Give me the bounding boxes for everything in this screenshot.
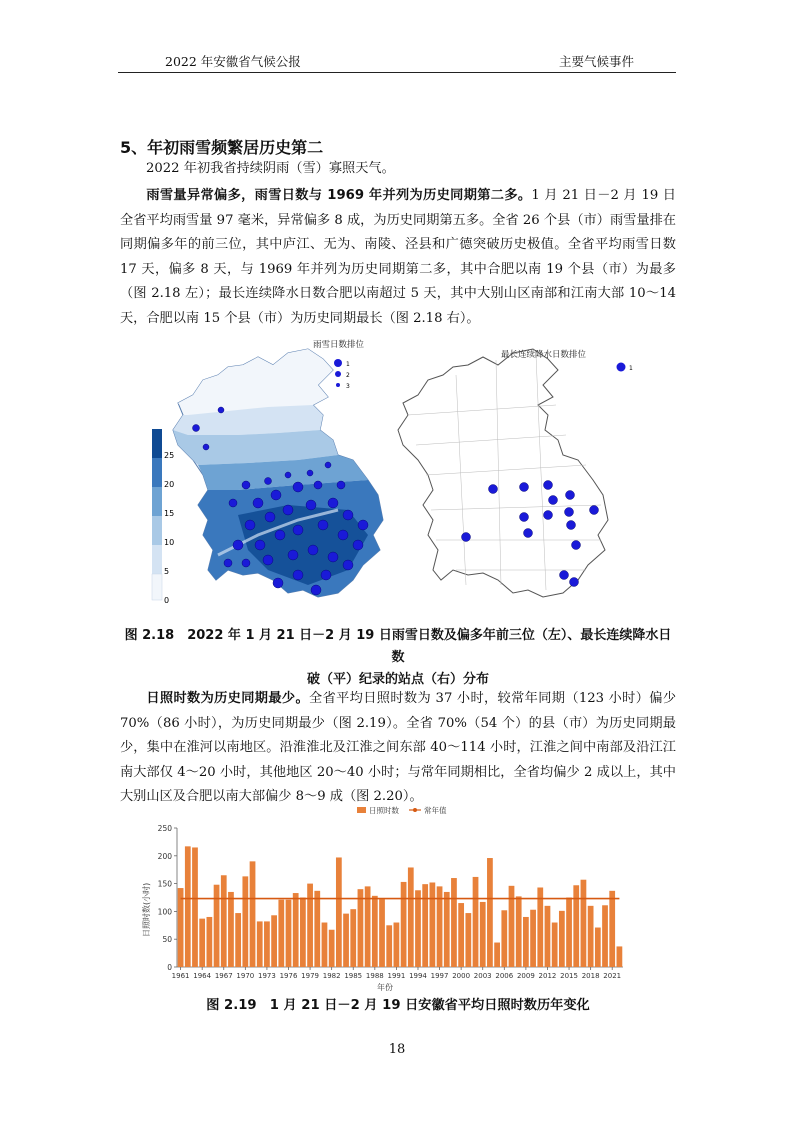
colorbar-tick-5: 5 bbox=[164, 567, 170, 576]
bar-1971 bbox=[250, 861, 256, 967]
bar-1989 bbox=[379, 899, 385, 967]
figure-2-18-caption bbox=[120, 625, 676, 691]
bar-1978 bbox=[300, 898, 306, 968]
bar-2004 bbox=[487, 858, 493, 967]
left-legend-3: 3 bbox=[346, 383, 350, 390]
bar-1962 bbox=[185, 846, 191, 967]
bar-2019 bbox=[595, 928, 601, 967]
x-tick-label: 2012 bbox=[538, 972, 557, 980]
x-tick-label: 1967 bbox=[214, 972, 233, 980]
bar-1991 bbox=[394, 923, 400, 967]
figure-2-18-caption-line2: 破（平）纪录的站点（右）分布 bbox=[306, 672, 489, 687]
legend-bar-swatch bbox=[357, 807, 366, 813]
paragraph-precip bbox=[120, 184, 676, 331]
x-tick-label: 2021 bbox=[603, 972, 622, 980]
x-tick-label: 1997 bbox=[430, 972, 449, 980]
bar-2010 bbox=[530, 910, 536, 967]
bar-2002 bbox=[473, 877, 479, 967]
bar-1965 bbox=[206, 917, 212, 967]
x-tick-label: 1964 bbox=[193, 972, 212, 980]
x-tick-label: 2018 bbox=[581, 972, 600, 980]
x-tick-label: 1961 bbox=[171, 972, 190, 980]
x-tick-label: 2000 bbox=[452, 972, 471, 980]
y-tick-label: 0 bbox=[167, 963, 172, 972]
bar-1980 bbox=[314, 891, 320, 967]
bar-1992 bbox=[401, 882, 407, 967]
intro-text: 2022 年初我省持续阴雨（雪）寡照天气。 bbox=[146, 161, 395, 176]
x-tick-label: 1970 bbox=[236, 972, 255, 980]
bar-2003 bbox=[480, 902, 486, 967]
legend-bar-label: 日照时数 bbox=[369, 806, 399, 815]
legend-line-label: 常年值 bbox=[424, 806, 447, 815]
left-legend-2: 2 bbox=[346, 372, 350, 379]
figure-2-19-chart bbox=[135, 802, 635, 992]
chart-legend bbox=[357, 805, 447, 815]
bar-2000 bbox=[458, 903, 464, 967]
bar-1974 bbox=[271, 915, 277, 967]
x-tick-label: 1979 bbox=[301, 972, 319, 980]
bar-1964 bbox=[199, 919, 205, 967]
colorbar-tick-20: 20 bbox=[164, 480, 175, 489]
bar-1970 bbox=[242, 876, 248, 967]
bar-2022 bbox=[617, 946, 623, 967]
bar-1961 bbox=[178, 888, 184, 967]
colorbar-tick-25: 25 bbox=[164, 451, 175, 460]
right-map-title: 最长连续降水日数排位 bbox=[501, 350, 587, 360]
page-number: 18 bbox=[388, 1042, 406, 1057]
y-tick-label: 100 bbox=[157, 907, 172, 917]
bar-1994 bbox=[415, 890, 421, 967]
x-tick-label: 1973 bbox=[258, 972, 276, 980]
bar-1988 bbox=[372, 896, 378, 967]
y-tick-label: 50 bbox=[162, 935, 172, 945]
bar-2001 bbox=[465, 913, 471, 967]
paragraph-intro bbox=[120, 157, 676, 182]
right-legend-1: 1 bbox=[629, 365, 633, 372]
y-tick-label: 150 bbox=[157, 879, 172, 889]
bar-1998 bbox=[444, 892, 450, 967]
figure-2-18-caption-line1: 图 2.18 2022 年 1 月 21 日－2 月 19 日雨雪日数及偏多年前三位（左）、最长连续降水日数 bbox=[124, 628, 672, 665]
bar-2021 bbox=[609, 891, 615, 967]
section-title: 5、年初雨雪频繁居历史第二 bbox=[120, 138, 324, 157]
bar-1996 bbox=[429, 882, 435, 967]
x-tick-label: 2015 bbox=[560, 972, 578, 980]
bar-2020 bbox=[602, 905, 608, 967]
figure-2-18 bbox=[148, 335, 658, 607]
bar-2018 bbox=[588, 906, 594, 967]
y-axis-label: 日照时数(小时) bbox=[142, 882, 151, 937]
bar-1963 bbox=[192, 847, 198, 967]
x-tick-label: 1988 bbox=[365, 972, 384, 980]
bar-1995 bbox=[422, 884, 428, 967]
bar-1986 bbox=[358, 889, 364, 967]
x-tick-label: 1994 bbox=[409, 972, 427, 980]
plot-area bbox=[158, 824, 623, 980]
bar-2015 bbox=[566, 898, 572, 968]
bar-1983 bbox=[336, 857, 342, 967]
left-legend-1: 1 bbox=[346, 361, 350, 368]
bar-1976 bbox=[286, 900, 292, 967]
y-tick-label: 200 bbox=[157, 851, 172, 861]
x-tick-label: 2009 bbox=[516, 972, 535, 980]
right-map bbox=[398, 349, 633, 597]
bar-1993 bbox=[408, 867, 414, 967]
x-axis-label: 年份 bbox=[377, 983, 393, 992]
paragraph-sunshine bbox=[120, 687, 676, 810]
x-tick-label: 1976 bbox=[279, 972, 298, 980]
colorbar-tick-0: 0 bbox=[164, 596, 170, 605]
bar-2012 bbox=[545, 906, 551, 967]
x-tick-label: 1982 bbox=[322, 972, 341, 980]
bar-2014 bbox=[559, 911, 565, 967]
x-tick-label: 2003 bbox=[473, 972, 492, 980]
bar-1969 bbox=[235, 913, 241, 967]
bar-1972 bbox=[257, 921, 263, 967]
colorbar-tick-15: 15 bbox=[164, 509, 175, 518]
bar-2017 bbox=[581, 880, 587, 967]
bar-1973 bbox=[264, 921, 270, 967]
bar-1968 bbox=[228, 892, 234, 967]
bar-1967 bbox=[221, 875, 227, 967]
x-tick-label: 1991 bbox=[387, 972, 406, 980]
bar-1979 bbox=[307, 884, 313, 967]
bar-1966 bbox=[214, 885, 220, 967]
precip-text: 1 月 21 日－2 月 19 日全省平均雨雪量 97 毫米，异常偏多 8 成，为历史同期第五多。全省 26 个县（市）雨雪量排在同期偏多年的前三位，其中庐江、无为、南陵、泾县和广德突破历史极值。全省平均雨雪日数 17 天，偏多 8 天，与 1969 年并列为历史同期第二多，其中合肥以南 19 个县（市）为最多（图 2.18 左）；最长连续降水日数合肥以南超过 5 天，其中大别山区南部和江南大部 10～14 天，合肥以南 15 个县（市）为历史同期最长（图 2.18 右）。 bbox=[120, 188, 676, 326]
bar-1977 bbox=[293, 893, 299, 967]
precip-lead: 雨雪量异常偏多，雨雪日数与 1969 年并列为历史同期第二多。 bbox=[146, 188, 532, 203]
sunshine-lead: 日照时数为历史同期最少。 bbox=[146, 691, 310, 706]
bar-1981 bbox=[322, 923, 328, 967]
left-map-title: 雨雪日数排位 bbox=[313, 340, 365, 350]
sunshine-text: 全省平均日照时数为 37 小时，较常年同期（123 小时）偏少 70%（86 小时），为历史同期最少（图 2.19）。全省 70%（54 个）的县（市）为历史同期最少，集中在淮河以南地区。沿淮淮北及江淮之间东部 40～114 小时，江淮之间中南部及沿江江南大部仅 4～20 小时，其他地区 20～40 小时；与常年同期相比，全省均偏少 2 成以上，其中大别山区及合肥以南大部偏少 8～9 成（图 2.20）。 bbox=[120, 691, 677, 804]
bar-2013 bbox=[552, 923, 558, 967]
figure-2-19-caption: 图 2.19 1 月 21 日－2 月 19 日安徽省平均日照时数历年变化 bbox=[206, 998, 590, 1013]
left-map-colorbar bbox=[152, 429, 174, 605]
y-tick-label: 250 bbox=[157, 824, 172, 833]
header-right: 主要气候事件 bbox=[558, 54, 634, 69]
bar-1982 bbox=[329, 930, 335, 967]
left-map bbox=[152, 339, 383, 605]
header-rule bbox=[118, 72, 676, 73]
bar-1975 bbox=[278, 900, 284, 967]
colorbar-tick-10: 10 bbox=[164, 538, 175, 547]
bar-2006 bbox=[501, 910, 507, 967]
bar-1999 bbox=[451, 878, 457, 967]
bar-1984 bbox=[343, 914, 349, 967]
x-tick-label: 2006 bbox=[495, 972, 514, 980]
bar-1985 bbox=[350, 909, 356, 967]
bar-2016 bbox=[573, 885, 579, 967]
bar-2009 bbox=[523, 917, 529, 967]
bar-2008 bbox=[516, 896, 522, 967]
header-left: 2022 年安徽省气候公报 bbox=[165, 54, 301, 69]
x-tick-label: 1985 bbox=[344, 972, 363, 980]
bar-2005 bbox=[494, 943, 500, 967]
bar-1990 bbox=[386, 925, 392, 967]
bar-2011 bbox=[537, 887, 543, 967]
